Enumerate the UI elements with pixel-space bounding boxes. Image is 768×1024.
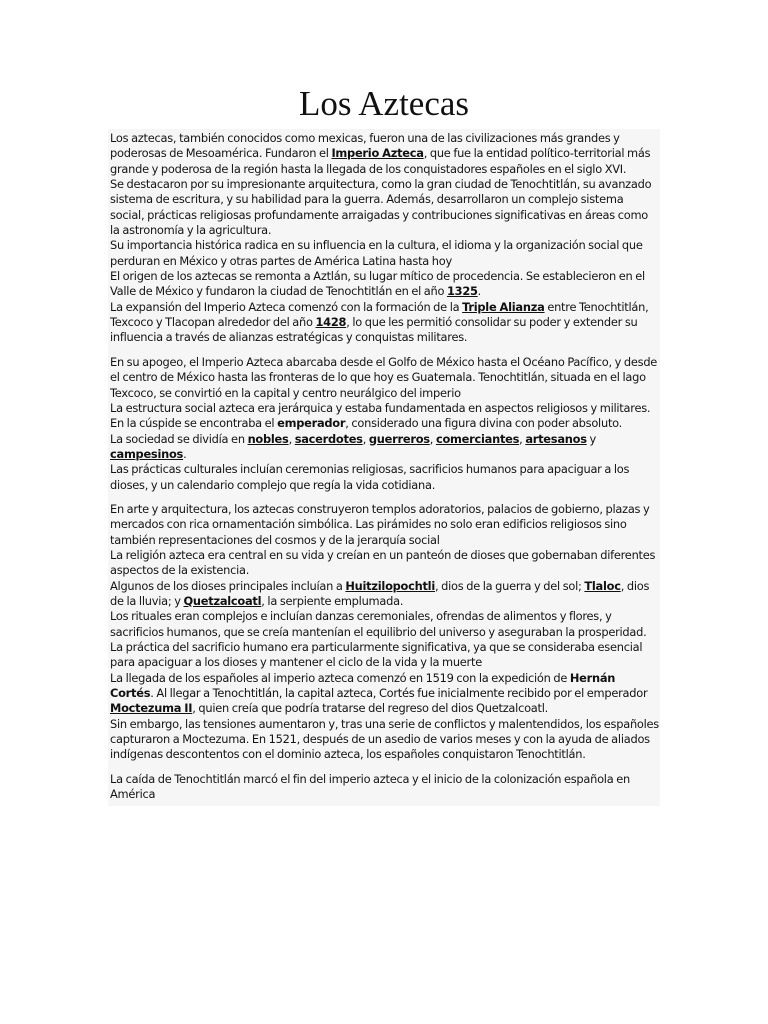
paragraph-cultural-practices: Las prácticas culturales incluían ceremonias religiosas, sacrificios humanos para apaciguar a los dioses, y un calendario complejo que regía la vida cotidiana. bbox=[110, 462, 630, 492]
paragraph-gap bbox=[110, 346, 660, 355]
text: , considerado una figura divina con poder absoluto. bbox=[345, 416, 623, 431]
paragraph-fall: La caída de Tenochtitlán marcó el fin del imperio azteca y el inicio de la colonización española en América bbox=[110, 771, 630, 802]
text: Algunos de los dioses principales incluían a bbox=[110, 578, 346, 593]
text: Los aztecas, también conocidos como mexicas, fueron una de las civilizaciones más grandes y poderosas de Mesoamérica. Fundaron el bbox=[110, 131, 620, 161]
text: , lo que les permitió consolidar su poder y extender su influencia a través de alianzas estratégicas y conquistas militares. bbox=[110, 315, 638, 345]
text: , bbox=[429, 431, 436, 446]
text: . bbox=[477, 284, 482, 299]
link-guerreros[interactable]: guerreros bbox=[368, 431, 430, 446]
text: , quien creía que podría tratarse del regreso del dios Quetzalcoatl. bbox=[192, 701, 549, 716]
paragraph-religion: La religión azteca era central en su vida y creían en un panteón de dioses que gobernaban diferentes aspectos de la existencia. bbox=[110, 547, 656, 578]
link-1325[interactable]: 1325 bbox=[446, 284, 478, 299]
link-campesinos[interactable]: campesinos bbox=[110, 446, 184, 461]
text: , bbox=[362, 431, 369, 446]
text: . Al llegar a Tenochtitlán, la capital azteca, Cortés fue inicialmente recibido por el emperador bbox=[150, 686, 648, 701]
link-moctezuma-ii[interactable]: Moctezuma II bbox=[110, 701, 193, 716]
link-1428[interactable]: 1428 bbox=[315, 315, 347, 330]
paragraph-conquest: Sin embargo, las tensiones aumentaron y, tras una serie de conflictos y malentendidos, los españoles capturaron a Moctezuma. En 1521, después de un asedio de varios meses y con la ayuda de aliados indígenas descontentos con el dominio azteca, los españoles conquistaron Tenochtitlán. bbox=[110, 716, 659, 762]
link-huitzilopochtli[interactable]: Huitzilopochtli bbox=[345, 578, 435, 593]
paragraph-sacrifice: La práctica del sacrificio humano era particularmente significativa, ya que se consideraba esencial para apaciguar a los dioses y mantener el ciclo de la vida y la muerte bbox=[110, 640, 643, 670]
link-nobles[interactable]: nobles bbox=[247, 431, 289, 446]
paragraph-gap bbox=[110, 763, 660, 772]
text: , dios de la guerra y del sol; bbox=[435, 578, 585, 593]
paragraph-origin bbox=[110, 269, 660, 300]
link-artesanos[interactable]: artesanos bbox=[525, 431, 587, 446]
link-sacerdotes[interactable]: sacerdotes bbox=[294, 431, 363, 446]
paragraph-gap bbox=[110, 493, 660, 502]
paragraph-social-structure bbox=[110, 401, 660, 432]
paragraph-rituals: Los rituales eran complejos e incluían danzas ceremoniales, ofrendas de alimentos y flores, y sacrificios humanos, que se creía mantenían el equilibrio del universo y aseguraban la prosperidad. bbox=[110, 609, 647, 639]
link-comerciantes[interactable]: comerciantes bbox=[435, 431, 520, 446]
paragraph-art-architecture: En arte y arquitectura, los aztecas construyeron templos adoratorios, palacios de gobierno, plazas y mercados con rica ornamentación simbólica. Las pirámides no solo eran edificios religiosos sino también representaciones del cosmos y de la jerarquía social bbox=[110, 501, 650, 547]
text: La expansión del Imperio Azteca comenzó con la formación de la bbox=[110, 299, 463, 314]
link-quetzalcoatl[interactable]: Quetzalcoatl bbox=[183, 593, 262, 608]
article-body bbox=[108, 129, 660, 806]
emphasis-hernan-cortes: Hernán Cortés bbox=[110, 670, 616, 701]
paragraph-achievements: Se destacaron por su impresionante arquitectura, como la gran ciudad de Tenochtitlán, su avanzado sistema de escritura, y su habilidad para la guerra. Además, desarrollaron un complejo sistema social, prácticas religiosas profundamente arraigadas y contribuciones significativas en áreas como la astronomía y la agricultura. bbox=[110, 177, 652, 238]
paragraph-spanish-arrival bbox=[110, 671, 660, 717]
emphasis-emperador: emperador bbox=[277, 416, 346, 431]
paragraph-importance: Su importancia histórica radica en su influencia en la cultura, el idioma y la organización social que perduran en México y otras partes de América Latina hasta hoy bbox=[110, 238, 643, 268]
paragraph-social-classes bbox=[110, 432, 660, 463]
text: La sociedad se dividía en bbox=[110, 431, 248, 446]
text: El origen de los aztecas se remonta a Aztlán, su lugar mítico de procedencia. Se establecieron en el Valle de México y fundaron la ciudad de Tenochtitlán en el año bbox=[110, 269, 645, 299]
link-imperio-azteca[interactable]: Imperio Azteca bbox=[331, 146, 424, 161]
text: , que fue la entidad político-territorial más grande y poderosa de la región hasta la llegada de los conquistadores españoles en el siglo XVI. bbox=[110, 146, 651, 176]
text: , bbox=[519, 431, 526, 446]
text: entre Tenochtitlán, Texcoco y Tlacopan alrededor del año bbox=[110, 299, 649, 330]
paragraph-gods bbox=[110, 579, 660, 610]
link-triple-alianza[interactable]: Triple Alianza bbox=[462, 299, 545, 314]
text: , la serpiente emplumada. bbox=[261, 593, 404, 608]
paragraph-expansion bbox=[110, 300, 660, 346]
paragraph-apogee: En su apogeo, el Imperio Azteca abarcaba desde el Golfo de México hasta el Océano Pacífico, y desde el centro de México hasta las fronteras de lo que hoy es Guatemala. Tenochtitlán, situada en el lago Texcoco, se convirtió en la capital y centro neurálgico del imperio bbox=[110, 354, 658, 400]
text: , bbox=[288, 431, 295, 446]
text: . bbox=[183, 446, 187, 461]
link-tlaloc[interactable]: Tlaloc bbox=[584, 578, 621, 593]
text: y bbox=[586, 431, 596, 446]
text: La estructura social azteca era jerárquica y estaba fundamentada en aspectos religiosos y militares. En la cúspide se encontraba el bbox=[110, 400, 651, 431]
page-title: Los Aztecas bbox=[298, 84, 470, 123]
paragraph-intro bbox=[110, 131, 660, 177]
text: , dios de la lluvia; y bbox=[110, 578, 650, 608]
text: La llegada de los españoles al imperio azteca comenzó en 1519 con la expedición de bbox=[110, 670, 570, 685]
